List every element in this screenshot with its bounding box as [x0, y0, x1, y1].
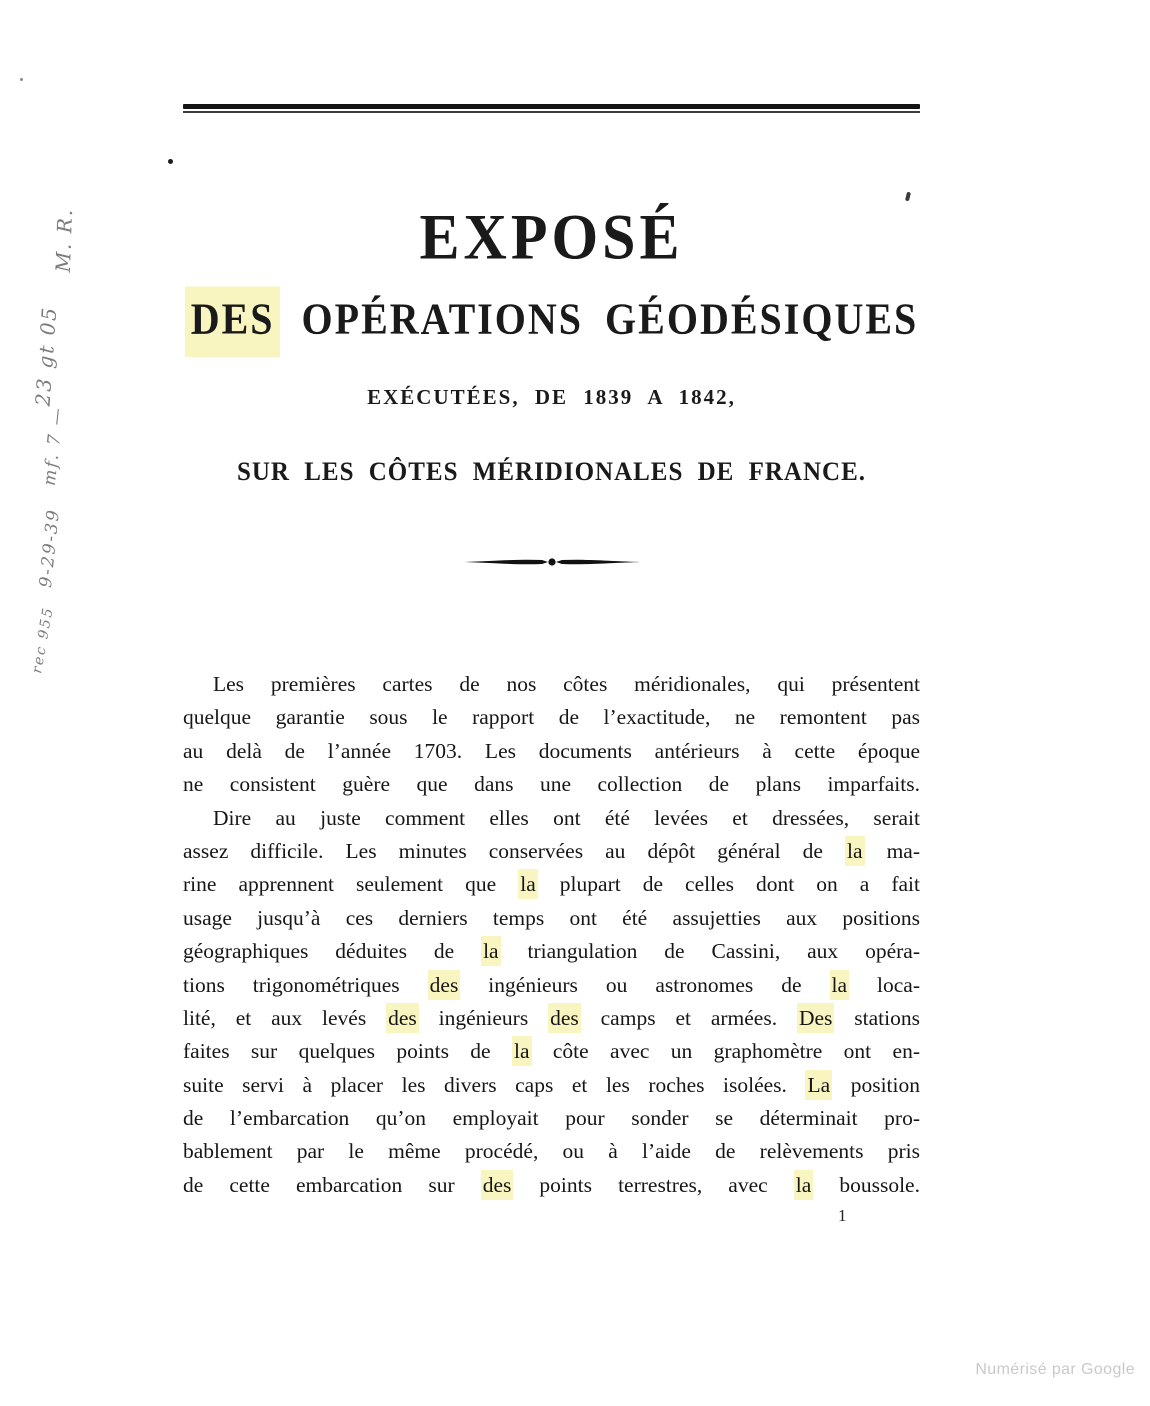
text-segment: stations: [834, 1005, 920, 1030]
text-line: [183, 935, 920, 968]
text-segment: triangulation de Cassini, aux opéra-: [500, 939, 920, 964]
text-segment: loca-: [849, 972, 920, 997]
text-segment: rine apprennent seulement que: [183, 872, 519, 897]
margin-annotation: 9-29-39: [35, 507, 65, 589]
text-segment: plupart de celles dont on a fait: [537, 872, 921, 897]
text-line: [183, 1169, 920, 1202]
text-segment: ma-: [864, 838, 920, 863]
page-number: 1: [838, 1206, 847, 1225]
text-segment: bablement par le même procédé, ou à l’aide de relèvements pris: [183, 1139, 920, 1164]
search-highlight: DES: [185, 286, 280, 357]
section-divider-ornament: [183, 554, 920, 575]
text-segment: côte avec un graphomètre ont en-: [531, 1039, 920, 1064]
scan-speck: [168, 159, 173, 164]
text-segment: de cette embarcation sur: [183, 1172, 481, 1197]
text-segment: Les premières cartes de nos côtes méridionales, qui présentent: [213, 672, 920, 696]
search-highlight: la: [794, 1170, 814, 1200]
subtitle-dates: EXÉCUTÉES, DE 1839 A 1842,: [367, 385, 736, 409]
text-segment: Dire au juste comment elles ont été levées et dressées, serait: [213, 805, 920, 830]
text-segment: suite servi à placer les divers caps et les roches isolées.: [183, 1072, 806, 1097]
page-title: EXPOSÉ: [419, 201, 684, 273]
text-segment: points terrestres, avec: [513, 1172, 794, 1197]
search-highlight: la: [518, 869, 538, 899]
header-double-rule: [183, 104, 920, 113]
text-segment: faites sur quelques points de: [183, 1039, 512, 1064]
text-segment: ingénieurs ou astronomes de: [460, 972, 830, 997]
rule-thick: [183, 104, 920, 109]
margin-annotation: 23 gt 05: [30, 305, 62, 407]
text-line: [183, 1069, 920, 1102]
search-highlight: la: [512, 1036, 532, 1066]
subtitle: [183, 292, 920, 345]
text-line: [183, 802, 920, 835]
scan-speck: [20, 78, 23, 81]
text-segment: boussole.: [813, 1172, 920, 1197]
text-line: [183, 735, 920, 768]
text-segment: de l’embarcation qu’on employait pour sonder se déterminait pro-: [183, 1106, 920, 1131]
search-highlight: des: [428, 970, 461, 1000]
text-segment: assez difficile. Les minutes conservées au dépôt général de: [183, 838, 845, 863]
margin-annotation: mf. 7 —: [39, 405, 69, 487]
body-text: [183, 668, 920, 1202]
search-highlight: la: [481, 936, 501, 966]
search-highlight: La: [805, 1070, 832, 1100]
text-segment: au delà de l’année 1703. Les documents antérieurs à cette époque: [183, 738, 920, 763]
text-segment: usage jusqu’à ces derniers temps ont été assujetties aux positions: [183, 905, 920, 930]
text-segment: tions trigonométriques: [183, 972, 428, 997]
text-line: [183, 902, 920, 935]
text-segment: camps et armées.: [580, 1005, 797, 1030]
search-highlight: des: [548, 1003, 581, 1033]
search-highlight: la: [830, 970, 850, 1000]
text-line: [183, 668, 920, 701]
text-segment: géographiques déduites de: [183, 939, 482, 964]
subtitle-region: SUR LES CÔTES MÉRIDIONALES DE FRANCE.: [236, 458, 867, 487]
text-segment: ingénieurs: [418, 1005, 549, 1030]
text-line: [183, 969, 920, 1002]
text-line: [183, 868, 920, 901]
search-highlight: Des: [797, 1003, 834, 1033]
margin-annotation: rec 955: [29, 605, 57, 675]
text-segment: lité, et aux levés: [183, 1005, 387, 1030]
text-line: [183, 701, 920, 734]
text-line: [183, 1135, 920, 1168]
search-highlight: des: [481, 1170, 514, 1200]
margin-annotation: M. R.: [50, 207, 78, 273]
text-line: [183, 768, 920, 801]
rule-thin: [183, 111, 920, 113]
text-line: [183, 1002, 920, 1035]
google-watermark: Numérisé par Google: [975, 1361, 1135, 1378]
text-segment: position: [832, 1072, 920, 1097]
subtitle-text: OPÉRATIONS GÉODÉSIQUES: [279, 293, 919, 344]
text-line: [183, 835, 920, 868]
text-segment: ne consistent guère que dans une collection de plans imparfaits.: [183, 772, 920, 797]
text-line: [183, 1035, 920, 1068]
search-highlight: des: [386, 1003, 419, 1033]
text-line: [183, 1102, 920, 1135]
text-segment: quelque garantie sous le rapport de l’exactitude, ne remontent pas: [183, 705, 920, 730]
search-highlight: la: [845, 836, 865, 866]
